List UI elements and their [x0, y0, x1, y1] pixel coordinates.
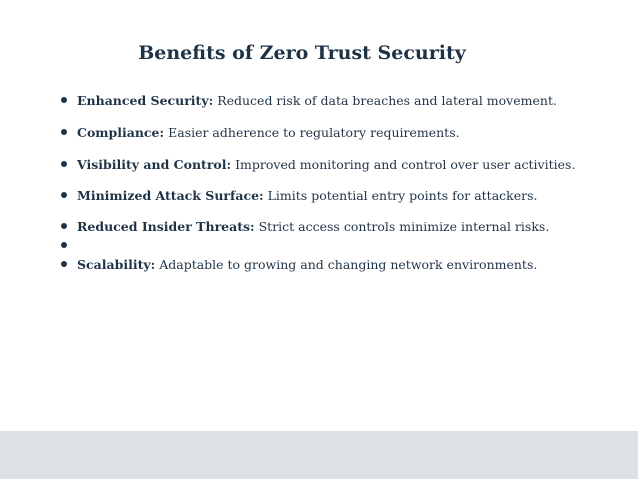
bullet-term: Minimized Attack Surface: [77, 188, 264, 203]
bullet-item [59, 124, 619, 141]
bullet-text: Strict access controls minimize internal risks. [254, 219, 550, 234]
bullet-dot-icon [61, 129, 67, 135]
bullet-term: Visibility and Control: [77, 157, 232, 172]
bullet-dot-icon [61, 223, 67, 229]
bullet-text: Improved monitoring and control over user activities. [231, 157, 576, 172]
bullet-dot-icon [61, 192, 67, 198]
bullet-dot-icon [61, 242, 67, 248]
footer-band [0, 431, 638, 479]
bullet-text: Easier adherence to regulatory requirements. [164, 125, 460, 140]
bullet-text: Adaptable to growing and changing network environments. [155, 257, 538, 272]
bullet-term: Enhanced Security: [77, 93, 214, 108]
bullet-list [59, 92, 619, 273]
bullet-item [59, 218, 619, 235]
bullet-dot-icon [61, 161, 67, 167]
bullet-item-empty [59, 237, 619, 254]
slide-title: Benefits of Zero Trust Security [138, 42, 466, 64]
bullet-text: Reduced risk of data breaches and lateral movement. [213, 93, 557, 108]
bullet-item [59, 156, 619, 173]
bullet-term: Compliance: [77, 125, 165, 140]
bullet-item [59, 187, 619, 204]
bullet-dot-icon [61, 261, 67, 267]
bullet-text: Limits potential entry points for attackers. [263, 188, 538, 203]
bullet-term: Reduced Insider Threats: [77, 219, 255, 234]
bullet-item [59, 92, 619, 109]
bullet-item [59, 256, 619, 273]
bullet-term: Scalability: [77, 257, 156, 272]
bullet-dot-icon [61, 97, 67, 103]
